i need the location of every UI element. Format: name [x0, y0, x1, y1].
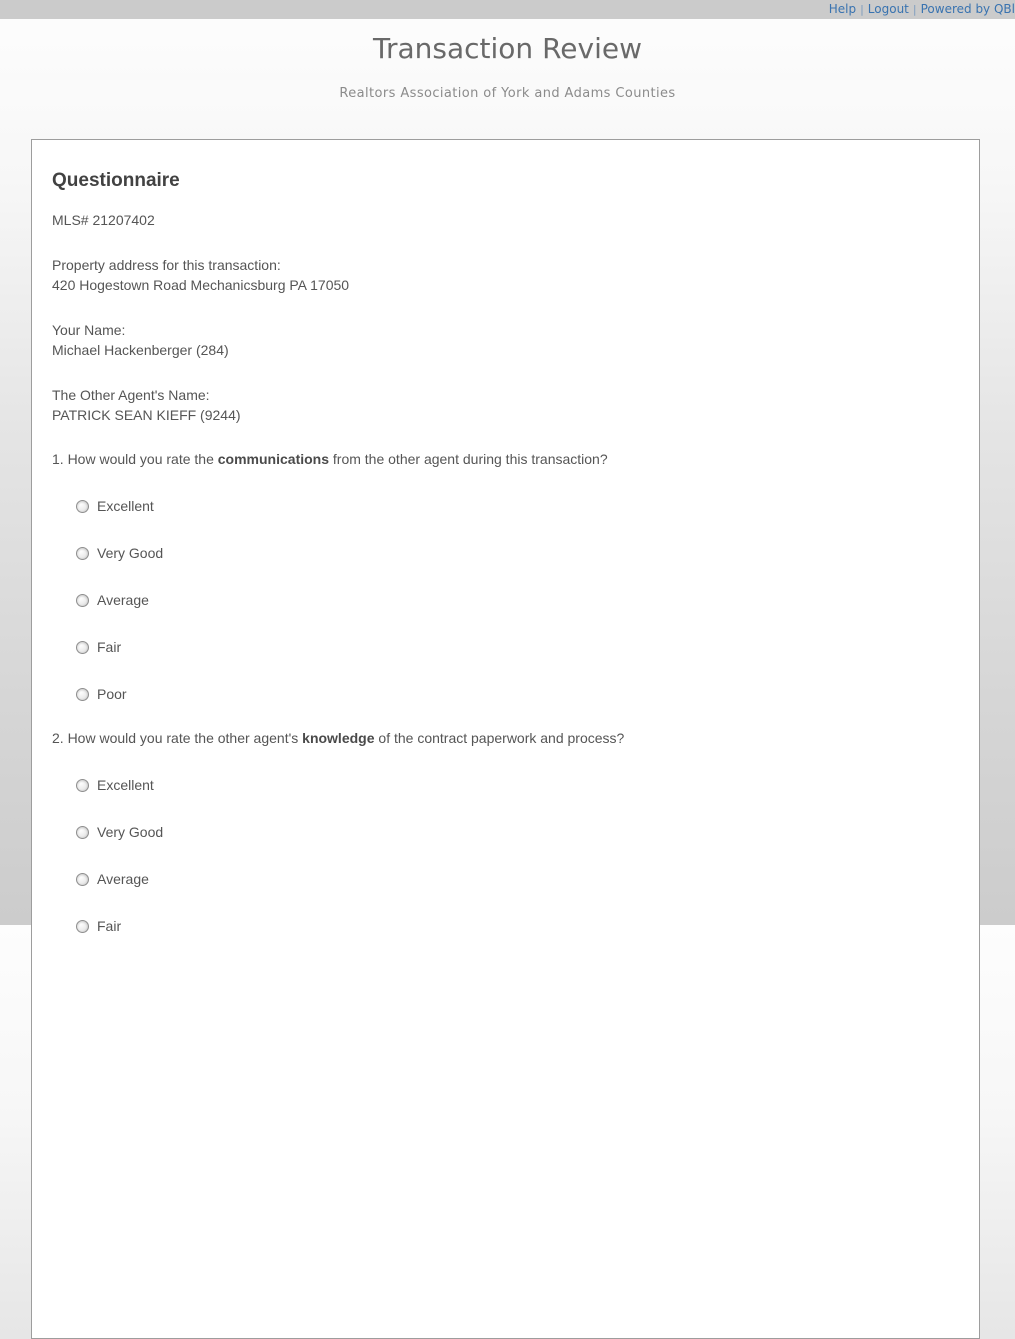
questionnaire-card — [31, 139, 980, 1339]
logout-link[interactable]: Logout — [867, 2, 909, 16]
your-name-value: Michael Hackenberger (284) — [52, 342, 229, 358]
question-2-text-tail: of the contract paperwork and process? — [374, 730, 625, 746]
radio-button[interactable] — [76, 594, 89, 607]
your-name-block — [52, 320, 959, 360]
topbar-links — [829, 2, 1015, 16]
property-address-label: Property address for this transaction: — [52, 257, 281, 273]
question-2-option-average[interactable] — [76, 869, 959, 889]
property-address-block — [52, 255, 959, 295]
radio-option-label: Average — [97, 871, 149, 887]
radio-option-label: Excellent — [97, 498, 154, 514]
radio-option-label: Average — [97, 592, 149, 608]
mls-number: MLS# 21207402 — [52, 212, 155, 228]
radio-button[interactable] — [76, 779, 89, 792]
radio-option-label: Poor — [97, 686, 127, 702]
radio-option-label: Fair — [97, 918, 122, 934]
page-header — [0, 19, 1015, 101]
radio-option-label: Very Good — [97, 824, 164, 840]
radio-button[interactable] — [76, 641, 89, 654]
question-2-option-excellent[interactable] — [76, 775, 959, 795]
page-subtitle: Realtors Association of York and Adams Counties — [339, 86, 676, 101]
your-name-label: Your Name: — [52, 322, 126, 338]
question-1-text-tail: from the other agent during this transaction? — [329, 451, 608, 467]
question-1-option-fair[interactable] — [76, 637, 959, 657]
other-agent-name-block — [52, 385, 959, 425]
question-1-text-lead: 1. How would you rate the — [52, 451, 218, 467]
question-1-option-average[interactable] — [76, 590, 959, 610]
property-address-value: 420 Hogestown Road Mechanicsburg PA 17050 — [52, 277, 350, 293]
question-2-text — [52, 728, 959, 748]
link-separator: | — [860, 3, 864, 16]
question-2 — [52, 728, 959, 936]
radio-button[interactable] — [76, 873, 89, 886]
other-agent-name-value: PATRICK SEAN KIEFF (9244) — [52, 407, 241, 423]
radio-button[interactable] — [76, 826, 89, 839]
radio-option-label: Excellent — [97, 777, 154, 793]
question-2-text-lead: 2. How would you rate the other agent's — [52, 730, 303, 746]
question-1-text — [52, 449, 959, 469]
radio-button[interactable] — [76, 547, 89, 560]
radio-button[interactable] — [76, 500, 89, 513]
other-agent-name-label: The Other Agent's Name: — [52, 387, 210, 403]
question-1-option-poor[interactable] — [76, 684, 959, 704]
question-1-option-excellent[interactable] — [76, 496, 959, 516]
form-heading: Questionnaire — [52, 170, 180, 191]
help-link[interactable]: Help — [828, 2, 857, 16]
question-2-option-very-good[interactable] — [76, 822, 959, 842]
question-2-text-emphasis: knowledge — [302, 730, 375, 746]
radio-option-label: Very Good — [97, 545, 164, 561]
topbar — [0, 0, 1015, 19]
link-separator: | — [912, 3, 917, 16]
radio-button[interactable] — [76, 688, 89, 701]
question-1-option-very-good[interactable] — [76, 543, 959, 563]
question-1-text-emphasis: communications — [217, 451, 330, 467]
page-title: Transaction Review — [373, 32, 642, 65]
radio-option-label: Fair — [97, 639, 122, 655]
question-2-option-fair[interactable] — [76, 916, 959, 936]
question-1 — [52, 449, 959, 704]
powered-by-link[interactable]: Powered by QBl — [920, 2, 1015, 16]
radio-button[interactable] — [76, 920, 89, 933]
